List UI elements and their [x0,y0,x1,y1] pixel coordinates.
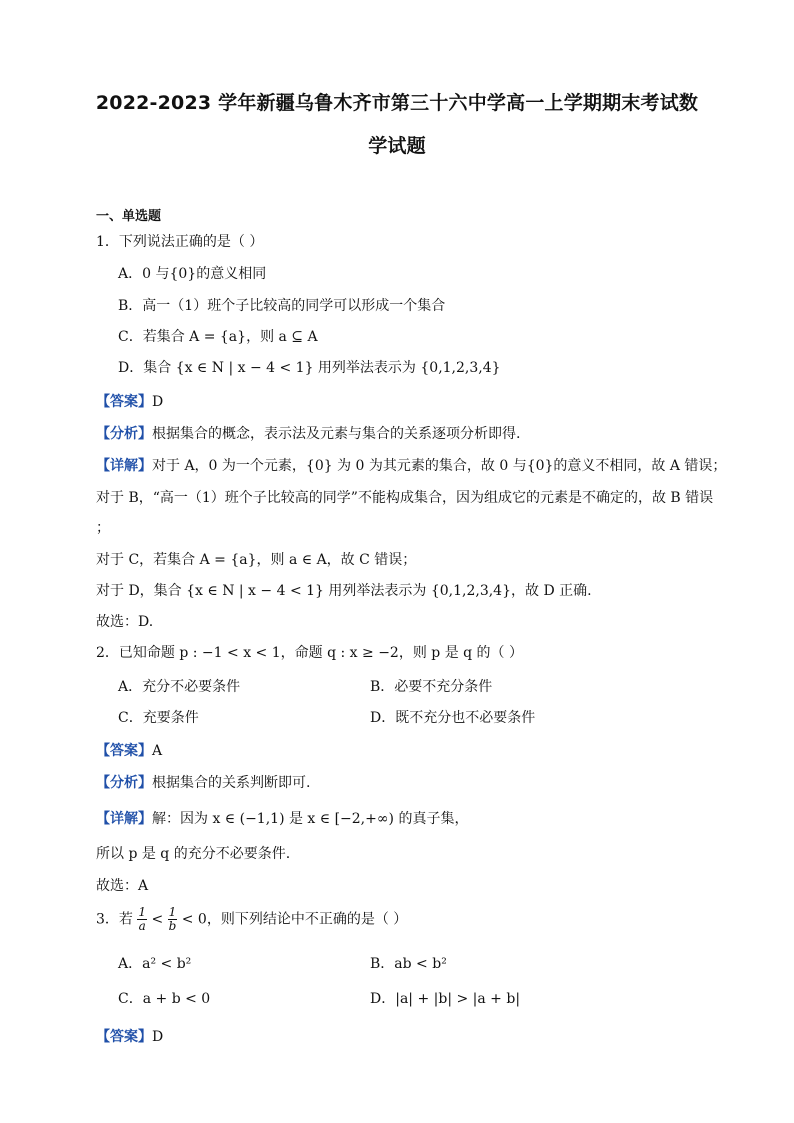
q1-detail-4: 对于 D，集合 {x ∈ N | x − 4 < 1} 用列举法表示为 {0,1,2,3,4}，故 D 正确. [96,583,592,599]
q2-option-d: D．既不充分也不必要条件 [370,710,536,726]
document-title-line-1: 2022-2023 学年新疆乌鲁木齐市第三十六中学高一上学期期末考试数 [95,92,699,114]
q3-fraction-2 [168,906,178,933]
q2-option-c: C．充要条件 [118,710,199,726]
q3-fraction-1-numerator: 1 [138,905,147,919]
q1-stem: 1．下列说法正确的是（ ） [96,234,264,250]
q3-fraction-2-denominator: b [168,919,177,933]
q3-option-d: D．|a| + |b| > |a + b| [370,991,521,1007]
q3-prefix: 3．若 [96,911,133,928]
q1-detail-row-1 [96,455,726,475]
q1-answer-row [96,391,163,411]
document-title-line-2: 学试题 [368,135,426,157]
detail-label: 【详解】 [96,458,152,474]
q2-detail-row-1 [96,808,468,828]
q1-option-d: D．集合 {x ∈ N | x − 4 < 1} 用列举法表示为 {0,1,2,3,4} [118,360,501,376]
q1-detail-3: 对于 C，若集合 A = {a}，则 a ∈ A，故 C 错误； [96,552,417,568]
q2-answer-row [96,740,162,760]
q2-detail-2: 所以 p 是 q 的充分不必要条件. [96,846,291,862]
q3-answer-row [96,1026,163,1046]
q3-stem [96,906,407,933]
q3-fraction-2-numerator: 1 [168,905,177,919]
q3-option-c: C．a + b < 0 [118,991,211,1007]
q2-choose: 故选：A [96,878,149,894]
q2-answer: A [152,743,163,759]
analysis-label: 【分析】 [96,426,152,442]
q1-analysis-row [96,423,520,443]
q3-fraction-1-denominator: a [138,919,146,933]
q1-detail-1: 对于 A，0 为一个元素，{0} 为 0 为其元素的集合，故 0 与{0}的意义不相同，故 A 错误； [152,458,727,474]
q2-analysis-row [96,772,310,792]
answer-label: 【答案】 [96,394,152,410]
q1-option-a: A．0 与{0}的意义相同 [118,266,267,282]
q2-analysis: 根据集合的关系判断即可. [152,775,311,791]
q3-less-than: < [151,911,164,928]
q1-choose: 故选：D. [96,614,154,630]
q2-detail-1: 解：因为 x ∈ (−1,1) 是 x ∈ [−2,+∞) 的真子集， [152,811,469,827]
q3-option-b: B．ab < b² [370,956,447,972]
q1-detail-2: 对于 B，“高一（1）班个子比较高的同学”不能构成集合，因为组成它的元素是不确定的，故 B 错误 [96,490,714,506]
q3-fraction-1 [137,906,147,933]
q3-suffix: < 0，则下列结论中不正确的是（ ） [181,911,408,928]
q1-detail-2b: ； [96,520,110,536]
analysis-label: 【分析】 [96,775,152,791]
q2-option-a: A．充分不必要条件 [118,679,241,695]
q2-stem: 2．已知命题 p : −1 < x < 1，命题 q : x ≥ −2，则 p 是 q 的（ ） [96,645,524,661]
q1-option-c: C．若集合 A = {a}，则 a ⊆ A [118,329,318,345]
answer-label: 【答案】 [96,743,152,759]
detail-label: 【详解】 [96,811,152,827]
q2-option-b: B．必要不充分条件 [370,679,493,695]
q1-answer: D [152,394,164,410]
answer-label: 【答案】 [96,1029,152,1045]
section-heading: 一、单选题 [96,209,162,224]
q3-option-a: A．a² < b² [118,956,192,972]
q3-answer: D [152,1029,164,1045]
q1-analysis: 根据集合的概念，表示法及元素与集合的关系逐项分析即得. [152,426,521,442]
q1-option-b: B．高一（1）班个子比较高的同学可以形成一个集合 [118,298,446,314]
